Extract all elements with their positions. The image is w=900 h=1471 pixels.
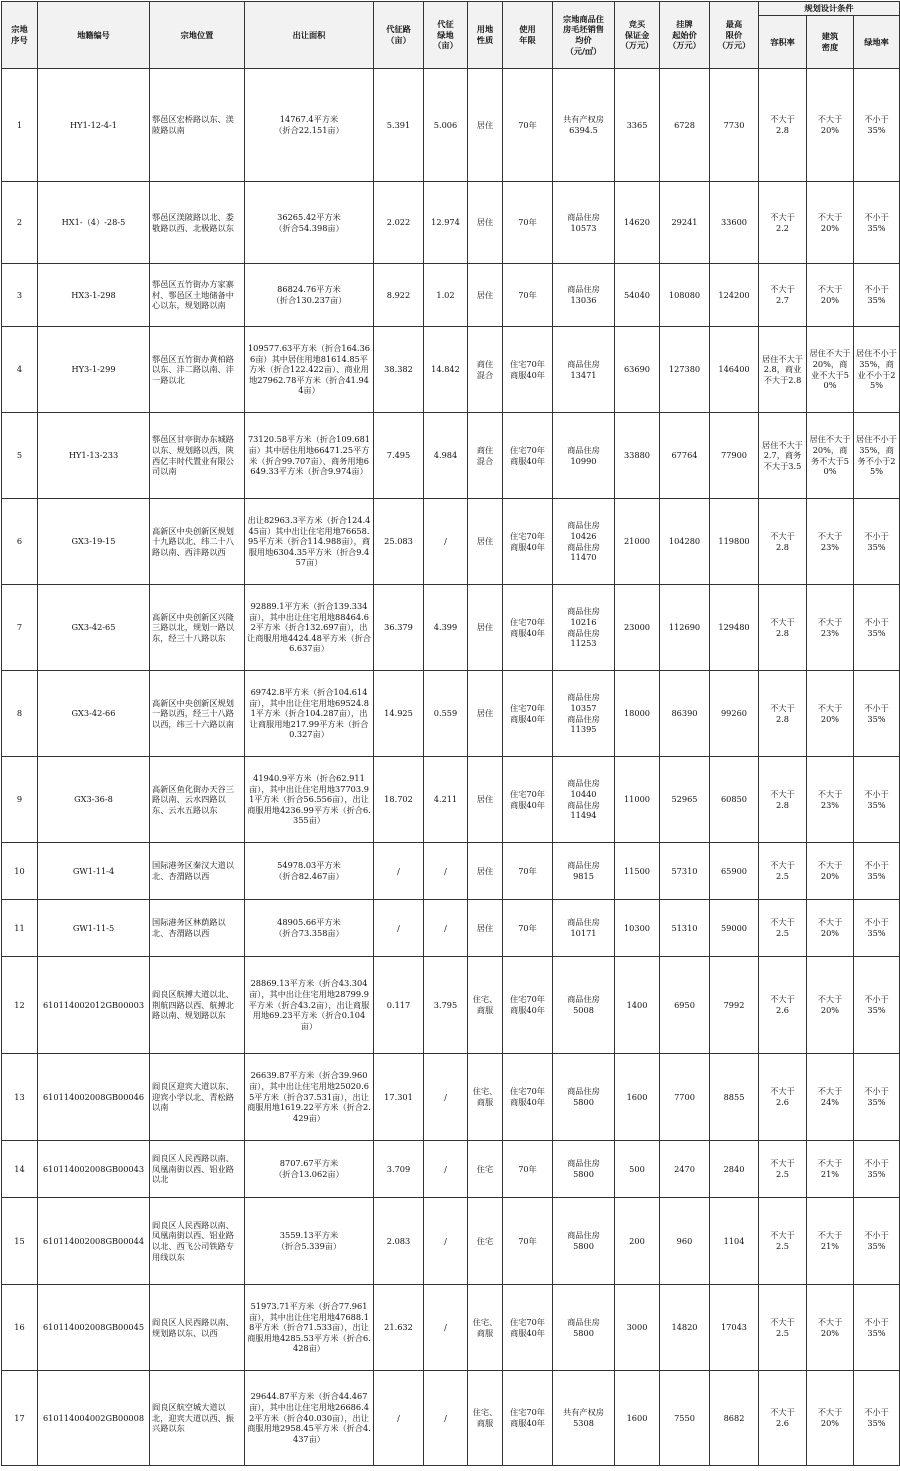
header-density: 建筑 密度 [807, 16, 854, 69]
cell-start: 86390 [660, 671, 710, 757]
cell-area: 8707.67平方米 （折合13.062亩） [245, 1141, 374, 1198]
cell-start: 6728 [660, 69, 710, 182]
cell-term: 70年 [503, 900, 553, 957]
cell-max: 119800 [710, 499, 759, 585]
header-plan: 规划设计条件 [759, 2, 900, 16]
cell-density: 不大于 20% [807, 671, 854, 757]
cell-road: 14.925 [374, 671, 424, 757]
header-max: 最高 限价 （万元） [710, 2, 759, 69]
cell-density: 不大于 23% [807, 585, 854, 671]
cell-deposit: 54040 [615, 264, 660, 327]
cell-greenrate: 不小于 35% [854, 499, 900, 585]
header-start: 挂牌 起始价 （万元） [660, 2, 710, 69]
cell-use: 居住 [468, 69, 503, 182]
cell-road: 5.391 [374, 69, 424, 182]
cell-max: 65900 [710, 843, 759, 900]
cell-location: 鄠邑区渼陂路以北、娄敬路以西、北极路以东 [150, 182, 245, 264]
cell-code: 610114002008GB00043 [38, 1141, 150, 1198]
cell-greenrate: 不小于 35% [854, 843, 900, 900]
cell-start: 57310 [660, 843, 710, 900]
cell-use: 居住 [468, 264, 503, 327]
cell-far: 不大于 2.8 [759, 671, 807, 757]
cell-area: 3559.13平方米 （折合5.339亩） [245, 1198, 374, 1285]
cell-seq: 4 [2, 327, 38, 413]
cell-density: 不大于 21% [807, 1198, 854, 1285]
cell-deposit: 200 [615, 1198, 660, 1285]
cell-area: 69742.8平方米（折合104.614亩），其中出让住宅用地69524.81平方米（折合104.287亩），出让商服用地217.99平方米（折合0.327亩） [245, 671, 374, 757]
cell-seq: 15 [2, 1198, 38, 1285]
cell-start: 52965 [660, 757, 710, 843]
table-row [2, 69, 900, 182]
cell-code: GX3-42-65 [38, 585, 150, 671]
cell-road: 8.922 [374, 264, 424, 327]
cell-road: 36.379 [374, 585, 424, 671]
cell-term: 70年 [503, 264, 553, 327]
cell-road: 18.702 [374, 757, 424, 843]
cell-area: 36265.42平方米 （折合54.398亩） [245, 182, 374, 264]
cell-road: 0.117 [374, 957, 424, 1054]
cell-far: 不大于 2.8 [759, 757, 807, 843]
cell-start: 112690 [660, 585, 710, 671]
cell-code: GX3-19-15 [38, 499, 150, 585]
cell-road: / [374, 1371, 424, 1466]
cell-location: 阎良区航空城大道以北，迎宾大道以西、振兴路以东 [150, 1371, 245, 1466]
cell-green: 4.211 [424, 757, 468, 843]
cell-green: / [424, 499, 468, 585]
cell-greenrate: 不小于 35% [854, 1198, 900, 1285]
header-location: 宗地位置 [150, 2, 245, 69]
cell-term: 住宅70年 商服40年 [503, 1285, 553, 1371]
cell-far: 不大于 2.7 [759, 264, 807, 327]
cell-greenrate: 不小于 35% [854, 1054, 900, 1141]
table-row [2, 1141, 900, 1198]
cell-density: 不大于 20% [807, 900, 854, 957]
cell-price: 商品住房 10426 商品住房 11470 [553, 499, 615, 585]
cell-code: HX3-1-298 [38, 264, 150, 327]
cell-term: 住宅70年 商服40年 [503, 413, 553, 499]
cell-max: 59000 [710, 900, 759, 957]
header-price: 宗地商品住 房毛坯销售 均价 （元/㎡） [553, 2, 615, 69]
cell-location: 国际港务区秦汉大道以北、杏渭路以西 [150, 843, 245, 900]
cell-area: 86824.76平方米 （折合130.237亩） [245, 264, 374, 327]
cell-code: GX3-36-8 [38, 757, 150, 843]
cell-green: / [424, 1198, 468, 1285]
cell-use: 居住 [468, 182, 503, 264]
cell-greenrate: 居住不小于35%，商务不小于25% [854, 413, 900, 499]
cell-far: 不大于 2.6 [759, 1054, 807, 1141]
cell-price: 共有产权房 6394.5 [553, 69, 615, 182]
cell-price: 商品住房 10573 [553, 182, 615, 264]
land-parcel-table [1, 1, 900, 1466]
cell-seq: 13 [2, 1054, 38, 1141]
table-body [2, 69, 900, 1466]
cell-seq: 6 [2, 499, 38, 585]
cell-greenrate: 不小于 35% [854, 957, 900, 1054]
cell-code: 610114002008GB00045 [38, 1285, 150, 1371]
cell-deposit: 3000 [615, 1285, 660, 1371]
table-row [2, 671, 900, 757]
header-far: 容积率 [759, 16, 807, 69]
cell-start: 51310 [660, 900, 710, 957]
cell-far: 不大于 2.5 [759, 1198, 807, 1285]
cell-location: 高新区鱼化街办天谷三路以南、云水四路以东、云水五路以东 [150, 757, 245, 843]
cell-green: 12.974 [424, 182, 468, 264]
cell-location: 阎良区人民西路以南、凤凰南街以西、铝业路以北 [150, 1141, 245, 1198]
cell-max: 129480 [710, 585, 759, 671]
cell-location: 阎良区迎宾大道以东、迎宾小学以北、青松路以南 [150, 1054, 245, 1141]
cell-location: 阎良区人民西路以南、规划路以东、以西 [150, 1285, 245, 1371]
cell-location: 鄠邑区五竹街办黄柏路以东、沣二路以南、沣一路以北 [150, 327, 245, 413]
cell-location: 鄠邑区甘亭街办东城路以东、规划路以西，陕西亿丰时代置业有限公司以南 [150, 413, 245, 499]
cell-max: 17043 [710, 1285, 759, 1371]
cell-greenrate: 不小于 35% [854, 1285, 900, 1371]
table-row [2, 1371, 900, 1466]
cell-greenrate: 不小于 35% [854, 900, 900, 957]
table-row [2, 499, 900, 585]
cell-greenrate: 不小于 35% [854, 585, 900, 671]
cell-location: 鄠邑区宏桥路以东、渼陂路以南 [150, 69, 245, 182]
cell-deposit: 3365 [615, 69, 660, 182]
table-row [2, 900, 900, 957]
cell-road: 7.495 [374, 413, 424, 499]
cell-seq: 1 [2, 69, 38, 182]
cell-start: 2470 [660, 1141, 710, 1198]
cell-greenrate: 不小于 35% [854, 182, 900, 264]
cell-seq: 14 [2, 1141, 38, 1198]
cell-road: / [374, 843, 424, 900]
cell-code: HY1-12-4-1 [38, 69, 150, 182]
header-use: 用地 性质 [468, 2, 503, 69]
cell-density: 不大于 21% [807, 1141, 854, 1198]
cell-use: 住宅 [468, 1141, 503, 1198]
cell-code: 610114002008GB00046 [38, 1054, 150, 1141]
cell-green: 1.02 [424, 264, 468, 327]
cell-term: 住宅70年 商服40年 [503, 671, 553, 757]
cell-term: 住宅70年 商服40年 [503, 499, 553, 585]
cell-far: 不大于 2.5 [759, 900, 807, 957]
cell-density: 不大于 20% [807, 843, 854, 900]
cell-area: 73120.58平方米（折合109.681亩）其中居住用地66471.25平方米（折合99.707亩）、商务用地6649.33平方米（折合9.974亩） [245, 413, 374, 499]
cell-greenrate: 不小于 35% [854, 69, 900, 182]
cell-max: 1104 [710, 1198, 759, 1285]
cell-location: 高新区中央创新区兴隆三路以北，规划一路以东，经三十八路以东 [150, 585, 245, 671]
cell-price: 商品住房 5008 [553, 957, 615, 1054]
header-area: 出让面积 [245, 2, 374, 69]
cell-deposit: 33880 [615, 413, 660, 499]
cell-deposit: 10300 [615, 900, 660, 957]
cell-seq: 9 [2, 757, 38, 843]
cell-seq: 10 [2, 843, 38, 900]
cell-max: 60850 [710, 757, 759, 843]
header-green: 代征 绿地 （亩） [424, 2, 468, 69]
cell-term: 70年 [503, 69, 553, 182]
cell-green: / [424, 1285, 468, 1371]
cell-area: 54978.03平方米 （折合82.467亩） [245, 843, 374, 900]
cell-term: 70年 [503, 1141, 553, 1198]
cell-use: 居住 [468, 499, 503, 585]
cell-far: 居住不大于2.8，商业不大于2.8 [759, 327, 807, 413]
cell-start: 127380 [660, 327, 710, 413]
cell-deposit: 1400 [615, 957, 660, 1054]
cell-use: 居住 [468, 585, 503, 671]
cell-use: 住宅、 商服 [468, 1371, 503, 1466]
cell-term: 住宅70年 商服40年 [503, 757, 553, 843]
cell-green: / [424, 1141, 468, 1198]
cell-use: 居住 [468, 671, 503, 757]
cell-use: 住宅、 商服 [468, 1285, 503, 1371]
table-row [2, 182, 900, 264]
header-road: 代征路 （亩） [374, 2, 424, 69]
cell-greenrate: 居住不小于35%，商业不小于25% [854, 327, 900, 413]
cell-seq: 7 [2, 585, 38, 671]
cell-start: 7700 [660, 1054, 710, 1141]
table-row [2, 757, 900, 843]
cell-location: 国际港务区林荫路以北、杏渭路以西 [150, 900, 245, 957]
cell-term: 70年 [503, 843, 553, 900]
cell-area: 29644.87平方米（折合44.467亩），其中出让住宅用地26686.42平方米（折合40.030亩），出让商服用地2958.45平方米（折合4.437亩） [245, 1371, 374, 1466]
cell-seq: 2 [2, 182, 38, 264]
cell-seq: 8 [2, 671, 38, 757]
cell-use: 居住 [468, 843, 503, 900]
table-row [2, 1285, 900, 1371]
cell-area: 48905.66平方米 （折合73.358亩） [245, 900, 374, 957]
cell-seq: 11 [2, 900, 38, 957]
cell-max: 146400 [710, 327, 759, 413]
cell-price: 商品住房 10357 商品住房 11395 [553, 671, 615, 757]
cell-price: 商品住房 5800 [553, 1054, 615, 1141]
cell-density: 不大于 20% [807, 69, 854, 182]
cell-use: 住宅、 商服 [468, 1054, 503, 1141]
cell-road: 38.382 [374, 327, 424, 413]
cell-far: 不大于 2.8 [759, 499, 807, 585]
cell-start: 960 [660, 1198, 710, 1285]
cell-area: 26639.87平方米（折合39.960亩），其中出让住宅用地25020.65平方米（折合37.531亩），出让商服用地1619.22平方米（折合2.429亩） [245, 1054, 374, 1141]
cell-price: 商品住房 9815 [553, 843, 615, 900]
cell-use: 商住 混合 [468, 413, 503, 499]
cell-term: 住宅70年 商服40年 [503, 585, 553, 671]
cell-area: 51973.71平方米（折合77.961亩），其中出让住宅用地47688.18平方米（折合71.533亩），出让商服用地4285.53平方米（折合6.428亩） [245, 1285, 374, 1371]
cell-seq: 16 [2, 1285, 38, 1371]
cell-far: 不大于 2.5 [759, 1141, 807, 1198]
table-row [2, 1054, 900, 1141]
table-row [2, 327, 900, 413]
cell-use: 住宅 [468, 1198, 503, 1285]
cell-max: 8855 [710, 1054, 759, 1141]
cell-area: 28869.13平方米（折合43.304亩），其中出让住宅用地28799.9平方米（折合43.2亩），出让商服用地69.23平方米（折合0.104亩） [245, 957, 374, 1054]
cell-far: 不大于 2.5 [759, 843, 807, 900]
header-code: 地籍编号 [38, 2, 150, 69]
cell-density: 不大于 20% [807, 1371, 854, 1466]
cell-green: / [424, 843, 468, 900]
cell-deposit: 1600 [615, 1054, 660, 1141]
cell-area: 92889.1平方米（折合139.334亩），其中出让住宅用地88464.62平方米（折合132.697亩），出让商服用地4424.48平方米（折合6.637亩） [245, 585, 374, 671]
cell-far: 不大于 2.6 [759, 957, 807, 1054]
cell-density: 不大于 23% [807, 757, 854, 843]
table-row [2, 413, 900, 499]
cell-start: 6950 [660, 957, 710, 1054]
cell-code: HY3-1-299 [38, 327, 150, 413]
cell-code: HX1-（4）-28-5 [38, 182, 150, 264]
cell-code: HY1-13-233 [38, 413, 150, 499]
cell-deposit: 63690 [615, 327, 660, 413]
cell-deposit: 11500 [615, 843, 660, 900]
cell-far: 不大于 2.5 [759, 1285, 807, 1371]
cell-seq: 17 [2, 1371, 38, 1466]
cell-use: 居住 [468, 900, 503, 957]
cell-price: 商品住房 13036 [553, 264, 615, 327]
cell-max: 8682 [710, 1371, 759, 1466]
cell-road: 2.022 [374, 182, 424, 264]
cell-road: 3.709 [374, 1141, 424, 1198]
cell-density: 不大于 20% [807, 1285, 854, 1371]
cell-start: 104280 [660, 499, 710, 585]
cell-deposit: 18000 [615, 671, 660, 757]
cell-green: / [424, 1371, 468, 1466]
cell-far: 不大于 2.8 [759, 69, 807, 182]
cell-green: / [424, 900, 468, 957]
cell-deposit: 1600 [615, 1371, 660, 1466]
cell-price: 商品住房 10990 [553, 413, 615, 499]
cell-price: 共有产权房 5308 [553, 1371, 615, 1466]
cell-code: 610114002012GB00003 [38, 957, 150, 1054]
cell-price: 商品住房 5800 [553, 1141, 615, 1198]
cell-area: 出让82963.3平方米（折合124.445亩）其中出让住宅用地76658.95平方米（折合114.988亩），商服用地6304.35平方米（折合9.457亩） [245, 499, 374, 585]
cell-start: 29241 [660, 182, 710, 264]
cell-density: 不大于 24% [807, 1054, 854, 1141]
cell-start: 14820 [660, 1285, 710, 1371]
cell-max: 7992 [710, 957, 759, 1054]
cell-use: 居住 [468, 757, 503, 843]
cell-deposit: 21000 [615, 499, 660, 585]
cell-max: 33600 [710, 182, 759, 264]
table-row [2, 957, 900, 1054]
cell-location: 鄠邑区五竹街办方家寨村、鄠邑区土地储备中心以东，规划路以南 [150, 264, 245, 327]
cell-greenrate: 不小于 35% [854, 671, 900, 757]
cell-location: 高新区中央创新区规划十九路以北、纬二十八路以南、西沣路以西 [150, 499, 245, 585]
cell-density: 居住不大于20%，商业不大于50% [807, 327, 854, 413]
cell-price: 商品住房 10216 商品住房 11253 [553, 585, 615, 671]
cell-density: 不大于 23% [807, 499, 854, 585]
cell-term: 住宅70年 商服40年 [503, 957, 553, 1054]
cell-far: 不大于 2.2 [759, 182, 807, 264]
cell-green: / [424, 1054, 468, 1141]
cell-greenrate: 不小于 35% [854, 264, 900, 327]
cell-term: 住宅70年 商服40年 [503, 327, 553, 413]
cell-road: 2.083 [374, 1198, 424, 1285]
cell-road: 25.083 [374, 499, 424, 585]
cell-density: 不大于 20% [807, 182, 854, 264]
cell-deposit: 500 [615, 1141, 660, 1198]
cell-green: 0.559 [424, 671, 468, 757]
cell-area: 14767.4平方米 （折合22.151亩） [245, 69, 374, 182]
cell-max: 2840 [710, 1141, 759, 1198]
header-deposit: 竞买 保证金 （万元） [615, 2, 660, 69]
cell-area: 109577.63平方米（折合164.366亩）其中居住用地81614.85平方米（折合122.422亩）、商业用地27962.78平方米（折合41.944亩） [245, 327, 374, 413]
table-header [2, 2, 900, 69]
cell-max: 7730 [710, 69, 759, 182]
cell-use: 商住 混合 [468, 327, 503, 413]
table-row [2, 1198, 900, 1285]
cell-density: 居住不大于20%，商务不大于50% [807, 413, 854, 499]
cell-price: 商品住房 5800 [553, 1285, 615, 1371]
cell-road: / [374, 900, 424, 957]
cell-density: 不大于 20% [807, 957, 854, 1054]
cell-greenrate: 不小于 35% [854, 1141, 900, 1198]
cell-deposit: 14620 [615, 182, 660, 264]
table-row [2, 264, 900, 327]
cell-start: 108080 [660, 264, 710, 327]
cell-greenrate: 不小于 35% [854, 757, 900, 843]
cell-road: 17.301 [374, 1054, 424, 1141]
cell-price: 商品住房 10171 [553, 900, 615, 957]
cell-max: 99260 [710, 671, 759, 757]
cell-green: 4.984 [424, 413, 468, 499]
cell-green: 3.795 [424, 957, 468, 1054]
cell-green: 5.006 [424, 69, 468, 182]
cell-far: 不大于 2.6 [759, 1371, 807, 1466]
cell-price: 商品住房 5800 [553, 1198, 615, 1285]
cell-code: GX3-42-66 [38, 671, 150, 757]
cell-term: 住宅70年 商服40年 [503, 1371, 553, 1466]
cell-deposit: 23000 [615, 585, 660, 671]
cell-area: 41940.9平方米（折合62.911亩），其中出让住宅用地37703.91平方米（折合56.556亩），出让商服用地4236.99平方米（折合6.355亩） [245, 757, 374, 843]
header-term: 使用 年限 [503, 2, 553, 69]
cell-use: 住宅、 商服 [468, 957, 503, 1054]
cell-start: 67764 [660, 413, 710, 499]
cell-price: 商品住房 10440 商品住房 11494 [553, 757, 615, 843]
cell-code: 610114004002GB00008 [38, 1371, 150, 1466]
cell-location: 高新区中央创新区规划一路以西，经三十八路以西，纬三十六路以南 [150, 671, 245, 757]
cell-seq: 3 [2, 264, 38, 327]
cell-green: 14.842 [424, 327, 468, 413]
cell-seq: 12 [2, 957, 38, 1054]
cell-seq: 5 [2, 413, 38, 499]
cell-term: 70年 [503, 1198, 553, 1285]
cell-code: GW1-11-4 [38, 843, 150, 900]
table-row [2, 585, 900, 671]
cell-code: GW1-11-5 [38, 900, 150, 957]
table-row [2, 843, 900, 900]
cell-far: 不大于 2.8 [759, 585, 807, 671]
cell-deposit: 11000 [615, 757, 660, 843]
cell-code: 610114002008GB00044 [38, 1198, 150, 1285]
cell-term: 70年 [503, 182, 553, 264]
cell-green: 4.399 [424, 585, 468, 671]
cell-far: 居住不大于2.7，商务不大于3.5 [759, 413, 807, 499]
cell-density: 不大于 20% [807, 264, 854, 327]
cell-road: 21.632 [374, 1285, 424, 1371]
header-seq: 宗地 序号 [2, 2, 38, 69]
header-greenrate: 绿地率 [854, 16, 900, 69]
cell-max: 77900 [710, 413, 759, 499]
cell-location: 阎良区人民西路以南、凤凰南街以西、铝业路以北、西飞公司铁路专用线以东 [150, 1198, 245, 1285]
cell-start: 7550 [660, 1371, 710, 1466]
cell-price: 商品住房 13471 [553, 327, 615, 413]
cell-location: 阎良区航搏大道以北、荆航四路以西、航搏北路以南、规划路以东 [150, 957, 245, 1054]
cell-term: 住宅70年 商服40年 [503, 1054, 553, 1141]
cell-max: 124200 [710, 264, 759, 327]
cell-greenrate: 不小于 35% [854, 1371, 900, 1466]
